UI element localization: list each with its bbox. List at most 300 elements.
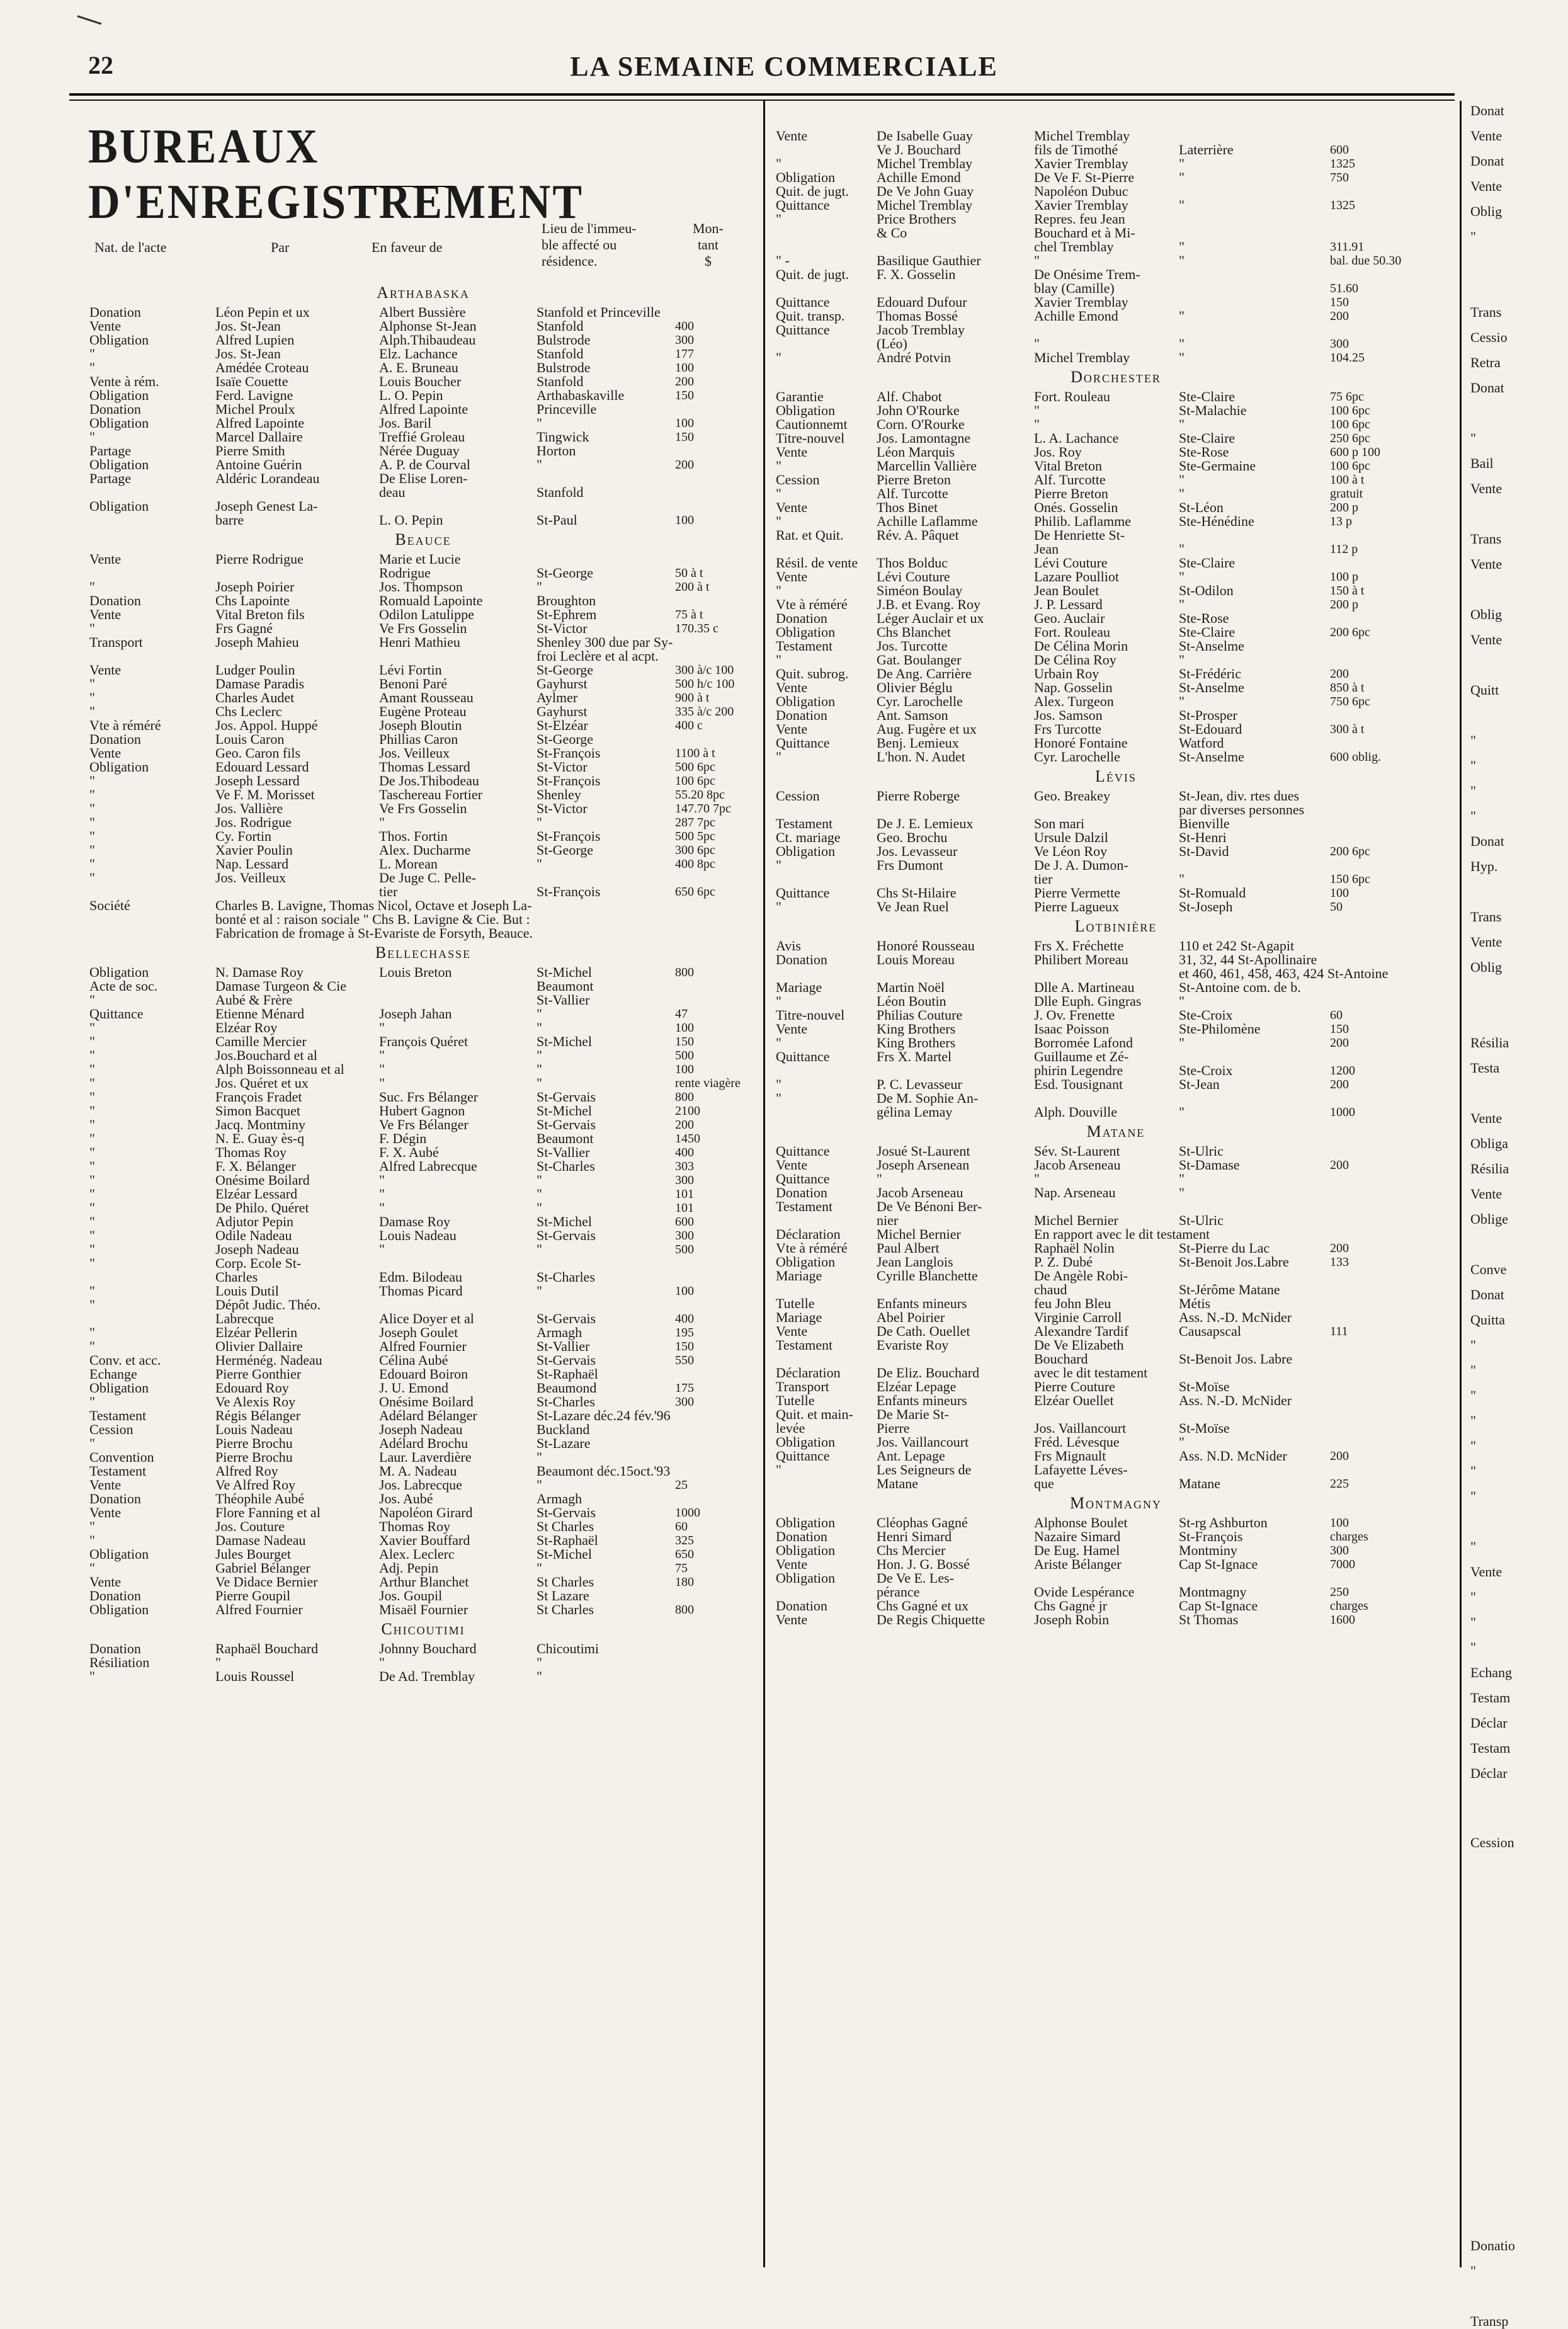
cell-lieu: St Thomas xyxy=(1179,1612,1239,1627)
cell-faveur: F. Dégin xyxy=(379,1130,427,1146)
cell-par: De M. Sophie An- xyxy=(877,1090,979,1106)
table-row xyxy=(776,1530,1456,1544)
table-row xyxy=(89,1423,757,1437)
cell-faveur: Jos. Samson xyxy=(1034,707,1103,723)
cell-lieu: St-George xyxy=(537,842,594,858)
cell-faveur: Hubert Gagnon xyxy=(379,1103,465,1119)
cell-montant: 195 xyxy=(675,1326,694,1340)
table-row xyxy=(776,1008,1456,1022)
table-row xyxy=(89,319,757,333)
cell-nature: " xyxy=(89,1532,95,1548)
cell-nature: " xyxy=(776,458,781,474)
table-row xyxy=(776,1144,1456,1158)
cell-faveur: Esd. Tousignant xyxy=(1034,1076,1123,1092)
cell-montant: 50 xyxy=(1330,900,1343,914)
cell-faveur: Marie et Lucie xyxy=(379,551,461,567)
cell-par: barre xyxy=(215,512,244,528)
cell-lieu: " xyxy=(537,1477,542,1493)
cell-lieu: Ass. N.D. McNider xyxy=(1179,1448,1287,1464)
table-row xyxy=(89,1243,757,1256)
cell-lieu: " xyxy=(537,1020,542,1035)
table-row xyxy=(776,515,1456,528)
table-row xyxy=(89,1159,757,1173)
cell-nature: Vente xyxy=(776,128,808,144)
cell-faveur: Dlle Euph. Gingras xyxy=(1034,993,1142,1009)
table-row xyxy=(776,185,1456,198)
cell-lieu: Matane xyxy=(1179,1476,1220,1491)
cell-par: F. X. Gosselin xyxy=(877,266,956,282)
cell-lieu: Bulstrode xyxy=(537,360,591,375)
table-row xyxy=(776,1186,1456,1200)
cell-par: Chs Mercier xyxy=(877,1542,946,1558)
fragment-text: Donat xyxy=(1470,380,1504,396)
cell-nature: Donation xyxy=(89,304,141,320)
cell-montant: 177 xyxy=(675,347,694,361)
cell-faveur: Pierre Lagueux xyxy=(1034,899,1119,914)
section-heading: Dorchester xyxy=(1071,368,1161,386)
cell-faveur: Joseph Bloutin xyxy=(379,717,462,733)
cell-montant: 100 xyxy=(675,1284,694,1298)
cell-montant: 250 6pc xyxy=(1330,431,1370,445)
cell-par: Ferd. Lavigne xyxy=(215,387,293,403)
cell-faveur: Alf. Turcotte xyxy=(1034,472,1106,487)
table-row xyxy=(89,1201,757,1215)
cell-faveur: De Henriette St- xyxy=(1034,527,1125,543)
table-row xyxy=(89,1284,757,1298)
cell-lieu: Ste-Croix xyxy=(1179,1007,1233,1023)
cell-montant: 100 6pc xyxy=(675,774,715,788)
cell-faveur: Chs Gagné jr xyxy=(1034,1598,1108,1614)
cell-montant: 400 xyxy=(675,1312,694,1326)
table-row xyxy=(89,1270,757,1284)
cell-nature: Vente xyxy=(89,1574,122,1590)
cell-faveur: Louis Boucher xyxy=(379,373,462,389)
cell-faveur: tier xyxy=(379,884,398,899)
cell-montant: 1200 xyxy=(1330,1064,1355,1078)
cell-lieu: St-Moïse xyxy=(1179,1420,1230,1436)
cell-par: Hon. J. G. Bossé xyxy=(877,1556,970,1572)
cell-par: De Ve Bénoni Ber- xyxy=(877,1199,982,1214)
cell-nature: " xyxy=(776,156,781,171)
cell-faveur: Sév. St-Laurent xyxy=(1034,1143,1120,1159)
fragment-text: " xyxy=(1470,1362,1476,1378)
cell-par: Régis Bélanger xyxy=(215,1408,301,1423)
cell-par: Damase Nadeau xyxy=(215,1532,306,1548)
cell-montant: 100 xyxy=(675,1062,694,1076)
cell-nature: Donation xyxy=(89,1641,141,1656)
cell-montant: 2100 xyxy=(675,1104,700,1118)
cell-par: Aubé & Frère xyxy=(215,992,293,1008)
cell-montant: 100 6pc xyxy=(1330,404,1370,418)
cell-faveur: Alph. Douville xyxy=(1034,1104,1117,1120)
table-row xyxy=(776,445,1456,459)
cell-par: Olivier Dallaire xyxy=(215,1338,303,1354)
fragment-text: Oblige xyxy=(1470,1211,1508,1227)
cell-faveur: Nazaire Simard xyxy=(1034,1529,1121,1544)
table-row xyxy=(89,333,757,347)
cell-nature: Testament xyxy=(776,1337,833,1353)
cell-nature: Obligation xyxy=(776,1542,836,1558)
cell-montant: 500 6pc xyxy=(675,760,715,774)
cell-nature: " xyxy=(89,1089,95,1105)
cell-lieu: Causapscal xyxy=(1179,1323,1241,1339)
cell-faveur: Romuald Lapointe xyxy=(379,593,483,608)
table-row xyxy=(776,323,1456,337)
cell-montant: 750 xyxy=(1330,171,1349,185)
cell-lieu: Aylmer xyxy=(537,690,578,705)
cell-lieu: St-Raphaël xyxy=(537,1366,598,1382)
cell-lieu: St-Michel xyxy=(537,1103,592,1119)
cell-par: De Eliz. Bouchard xyxy=(877,1365,980,1381)
cell-par: J.B. et Evang. Roy xyxy=(877,596,980,612)
cell-nature: Transport xyxy=(776,1379,829,1394)
cell-par: Ve Didace Bernier xyxy=(215,1574,318,1590)
cell-lieu: St-Charles xyxy=(537,1394,595,1409)
cell-par: L'hon. N. Audet xyxy=(877,749,965,765)
table-row xyxy=(89,1381,757,1395)
cell-par: Alf. Chabot xyxy=(877,389,942,404)
cell-par: De Ve John Guay xyxy=(877,183,974,199)
cell-par: Chs Lapointe xyxy=(215,593,290,608)
cell-lieu: St-Ulric xyxy=(1179,1143,1224,1159)
cell-lieu: St-Ephrem xyxy=(537,606,597,622)
cell-lieu: " xyxy=(1179,1104,1185,1120)
cell-montant: 335 à/c 200 xyxy=(675,705,734,719)
cell-faveur: que xyxy=(1034,1476,1054,1491)
cell-nature: Résil. de vente xyxy=(776,555,858,571)
fragment-text: Donat xyxy=(1470,153,1504,169)
cell-montant: 300 xyxy=(675,1395,694,1409)
cell-faveur: Frs Turcotte xyxy=(1034,721,1101,737)
cell-montant: 300 à t xyxy=(1330,722,1365,736)
cell-faveur: Adj. Pepin xyxy=(379,1560,439,1576)
table-row xyxy=(89,732,757,746)
cell-montant: 133 xyxy=(1330,1255,1349,1269)
cell-montant: 1000 xyxy=(1330,1105,1355,1119)
cell-lieu: Bulstrode xyxy=(537,332,591,348)
cell-faveur: Jos. Baril xyxy=(379,415,432,431)
cell-par: Louis Caron xyxy=(215,731,285,747)
cell-montant: 400 xyxy=(675,319,694,333)
cell-nature: Rat. et Quit. xyxy=(776,527,844,543)
cell-par: Michel Bernier xyxy=(877,1226,961,1242)
cell-lieu: " xyxy=(1179,239,1185,254)
cell-lieu: Stanfold xyxy=(537,373,584,389)
cell-lieu: " xyxy=(537,415,542,431)
cell-faveur: Honoré Fontaine xyxy=(1034,735,1128,751)
cell-par: Philias Couture xyxy=(877,1007,963,1023)
cell-faveur: L. O. Pepin xyxy=(379,512,443,528)
cell-nature: Titre-nouvel xyxy=(776,1007,845,1023)
cell-lieu: St-Gervais xyxy=(537,1117,596,1132)
cell-par: Frs Dumont xyxy=(877,857,943,873)
cell-nature: " xyxy=(89,1435,95,1451)
cell-montant: 400 xyxy=(675,1146,694,1159)
cell-montant: 200 xyxy=(675,458,694,472)
cell-par: Marcel Dallaire xyxy=(215,429,303,445)
cell-lieu: St-Pierre du Lac xyxy=(1179,1240,1270,1256)
cell-par: Basilique Gauthier xyxy=(877,253,981,268)
table-row xyxy=(776,695,1456,709)
cell-montant: 175 xyxy=(675,1381,694,1395)
fragment-text: Cession xyxy=(1470,1835,1514,1850)
table-row xyxy=(89,1256,757,1270)
cell-par: Dépôt Judic. Théo. xyxy=(215,1297,321,1313)
cell-par: Léger Auclair et ux xyxy=(877,610,984,626)
cell-par: N. Damase Roy xyxy=(215,964,304,980)
cell-nature: Quittance xyxy=(776,735,830,751)
cell-montant: 200 xyxy=(1330,1158,1349,1172)
cell-faveur: Jos. Vaillancourt xyxy=(1034,1420,1127,1436)
table-row xyxy=(89,1575,757,1589)
cell-par: Herménég. Nadeau xyxy=(215,1352,322,1368)
table-row xyxy=(89,361,757,375)
cell-montant: 800 xyxy=(675,1090,694,1104)
cell-par: Michel Tremblay xyxy=(877,156,973,171)
cell-par: Achille Laflamme xyxy=(877,513,978,529)
cell-montant: 500 xyxy=(675,1049,694,1062)
cell-nature: levée xyxy=(776,1420,805,1436)
cell-lieu: " xyxy=(1179,569,1185,584)
cell-nature: Testament xyxy=(89,1463,147,1479)
table-row xyxy=(776,981,1456,994)
cell-par: Pierre Brochu xyxy=(215,1435,293,1451)
fragment-text: Echang xyxy=(1470,1665,1512,1680)
cell-nature: Quit. de jugt. xyxy=(776,183,849,199)
cell-faveur: tier xyxy=(1034,871,1053,887)
table-row xyxy=(89,1007,757,1021)
table-row xyxy=(89,871,757,885)
table-row xyxy=(776,1435,1456,1449)
table-row xyxy=(89,913,757,926)
cell-nature: Ct. mariage xyxy=(776,829,841,845)
table-row xyxy=(776,1380,1456,1394)
cell-lieu: " xyxy=(1179,871,1185,887)
table-row xyxy=(776,803,1456,817)
table-row xyxy=(89,1670,757,1683)
cell-lieu: " xyxy=(537,1061,542,1077)
cell-lieu: Armagh xyxy=(537,1491,582,1506)
table-row xyxy=(89,885,757,899)
table-row xyxy=(776,1022,1456,1036)
cell-faveur: Damase Roy xyxy=(379,1214,451,1229)
table-row xyxy=(776,240,1456,254)
cell-faveur: De Onésime Trem- xyxy=(1034,266,1140,282)
cell-nature: Obligation xyxy=(776,1570,836,1586)
cell-nature: Vente xyxy=(776,569,808,584)
cell-par: Pierre Goupil xyxy=(215,1588,291,1603)
table-row xyxy=(776,1050,1456,1064)
cell-nature: Obligation xyxy=(89,415,149,431)
cell-lieu: " xyxy=(1179,1035,1185,1051)
cell-par: Chs Blanchet xyxy=(877,624,951,640)
cell-par: N. E. Guay ès-q xyxy=(215,1130,305,1146)
cell-nature: Conv. et acc. xyxy=(89,1352,161,1368)
cell-montant: 75 xyxy=(675,1561,688,1575)
cell-lieu: St-Vallier xyxy=(537,1144,590,1160)
cell-faveur: Nérée Duguay xyxy=(379,443,460,458)
cell-faveur: Phillias Caron xyxy=(379,731,458,747)
cell-montant: 800 xyxy=(675,965,694,979)
cell-lieu: Ste-Claire xyxy=(1179,555,1236,571)
cell-faveur: Thomas Picard xyxy=(379,1283,463,1299)
cell-nature: Partage xyxy=(89,443,131,458)
cell-nature: Obligation xyxy=(776,1515,836,1530)
cell-faveur: " xyxy=(379,1075,385,1091)
cell-nature: " xyxy=(89,676,95,692)
cell-nature: Quittance xyxy=(776,1448,830,1464)
cell-nature: " xyxy=(89,1186,95,1202)
cell-faveur: Vital Breton xyxy=(1034,458,1103,474)
table-row xyxy=(776,212,1456,226)
table-row xyxy=(776,1078,1456,1091)
cell-faveur: Alfred Lapointe xyxy=(379,401,469,417)
table-row xyxy=(776,501,1456,515)
cell-nature: Obligation xyxy=(776,1434,836,1450)
cell-faveur: " xyxy=(1034,253,1040,268)
cell-nature: Vte à réméré xyxy=(89,717,161,733)
cell-faveur: " xyxy=(379,1061,385,1077)
cell-par: Jos. Levasseur xyxy=(877,843,958,859)
cell-nature: Testament xyxy=(89,1408,147,1423)
cell-lieu: St-François xyxy=(1179,1529,1243,1544)
table-row xyxy=(776,1366,1456,1380)
cell-faveur: Thomas Lessard xyxy=(379,759,470,775)
cell-lieu: Ste-Croix xyxy=(1179,1062,1233,1078)
cell-nature: " - xyxy=(776,253,790,268)
table-row xyxy=(776,1599,1456,1613)
cell-faveur: Michel Bernier xyxy=(1034,1212,1118,1228)
cell-nature: Partage xyxy=(89,470,131,486)
table-row xyxy=(89,677,757,691)
cell-nature: Donation xyxy=(89,731,141,747)
cell-lieu: St-Joseph xyxy=(1179,899,1233,914)
cell-nature: " xyxy=(89,1241,95,1257)
table-row xyxy=(89,1534,757,1547)
cell-par: Thomas Roy xyxy=(215,1144,287,1160)
table-row xyxy=(89,1146,757,1159)
table-row xyxy=(89,746,757,760)
cell-lieu: " xyxy=(537,1186,542,1202)
cell-nature: Vente xyxy=(776,1612,808,1627)
cell-faveur: Alphonse St-Jean xyxy=(379,318,477,334)
cell-faveur: Urbain Roy xyxy=(1034,666,1099,681)
cell-par: Henri Simard xyxy=(877,1529,952,1544)
cell-faveur: Lafayette Léves- xyxy=(1034,1462,1128,1478)
table-row xyxy=(89,472,757,486)
cell-faveur: Amant Rousseau xyxy=(379,690,474,705)
cell-montant: 311.91 xyxy=(1330,240,1365,254)
cell-par: Thomas Bossé xyxy=(877,308,958,324)
cell-par: bonté et al : raison sociale " Chs B. Lavigne & Cie. But : xyxy=(215,911,530,927)
table-row xyxy=(776,1091,1456,1105)
cell-par: Joseph Nadeau xyxy=(215,1241,299,1257)
fragment-text: Cessio xyxy=(1470,329,1508,345)
table-row xyxy=(89,389,757,402)
cell-nature: Mariage xyxy=(776,1268,822,1284)
cell-par: Odile Nadeau xyxy=(215,1227,292,1243)
fragment-text: Trans xyxy=(1470,304,1502,320)
cell-par: Matane xyxy=(877,1476,918,1491)
fragment-text: Résilia xyxy=(1470,1161,1509,1176)
cell-par: Aldéric Lorandeau xyxy=(215,470,320,486)
cell-par: King Brothers xyxy=(877,1035,956,1051)
table-row xyxy=(776,1214,1456,1227)
cell-lieu: Ste-Hénédine xyxy=(1179,513,1254,529)
cell-faveur: Rodrigue xyxy=(379,565,431,581)
cell-faveur: A. E. Bruneau xyxy=(379,360,458,375)
cell-lieu: St-Vallier xyxy=(537,992,590,1008)
cell-par: F. X. Bélanger xyxy=(215,1158,296,1174)
cell-nature: Cautionnemt xyxy=(776,416,848,432)
cell-faveur: " xyxy=(1034,416,1040,432)
section-heading: Bellechasse xyxy=(375,943,472,962)
cell-par: Olivier Béglu xyxy=(877,680,953,695)
cell-montant: 100 xyxy=(675,416,694,430)
cell-faveur: Alph.Thibaudeau xyxy=(379,332,476,348)
header-faveur: En faveur de xyxy=(372,239,443,255)
cell-nature: " xyxy=(89,1130,95,1146)
cell-faveur: Johnny Bouchard xyxy=(379,1641,477,1656)
cell-faveur: Albert Bussière xyxy=(379,304,466,320)
table-row xyxy=(89,979,757,993)
cell-montant: 100 xyxy=(675,361,694,375)
fragment-text: Vente xyxy=(1470,1186,1503,1202)
cell-lieu: Stanfold xyxy=(537,484,584,500)
cell-lieu: Ste-Rose xyxy=(1179,444,1229,460)
cell-lieu: " xyxy=(537,1449,542,1465)
cell-lieu: St-François xyxy=(537,745,601,761)
cell-montant: 800 xyxy=(675,1603,694,1617)
fragment-text: " xyxy=(1470,1413,1476,1428)
cell-lieu: St-Lazare xyxy=(537,1435,591,1451)
cell-faveur: M. A. Nadeau xyxy=(379,1463,457,1479)
cell-montant: 25 xyxy=(675,1478,688,1492)
cell-nature: Cession xyxy=(776,788,820,804)
cell-lieu: Broughton xyxy=(537,593,596,608)
cell-par: & Co xyxy=(877,225,907,241)
table-row xyxy=(776,542,1456,556)
cell-faveur: De Ad. Tremblay xyxy=(379,1668,475,1684)
section-heading: Lotbinière xyxy=(1074,917,1157,935)
cell-nature: Vente xyxy=(89,1477,122,1493)
cell-par: Ant. Samson xyxy=(877,707,948,723)
table-row xyxy=(89,1464,757,1478)
cell-faveur: " xyxy=(379,814,385,830)
cell-nature: " xyxy=(89,1283,95,1299)
cell-lieu: Stanfold xyxy=(537,346,584,362)
cell-lieu: St-rg Ashburton xyxy=(1179,1515,1268,1530)
cell-nature: Donation xyxy=(776,952,827,967)
cell-nature: " xyxy=(89,828,95,844)
cell-montant: 300 xyxy=(675,333,694,347)
cell-lieu: St-Vallier xyxy=(537,1338,590,1354)
cell-nature: " xyxy=(89,1034,95,1049)
cell-nature: Quit. subrog. xyxy=(776,666,849,681)
cell-lieu: Gayhurst xyxy=(537,676,588,692)
cell-par: Ve J. Bouchard xyxy=(877,142,961,157)
cell-faveur: Lévi Couture xyxy=(1034,555,1108,571)
cell-par: Paul Albert xyxy=(877,1240,940,1256)
cell-par: Michel Tremblay xyxy=(877,197,973,213)
cell-nature: " xyxy=(89,1200,95,1216)
cell-lieu: St-François xyxy=(537,828,601,844)
cell-nature: Obligation xyxy=(89,387,149,403)
cell-par: Jos. Turcotte xyxy=(877,638,948,654)
cell-faveur: Geo. Breakey xyxy=(1034,788,1110,804)
cell-par: Ludger Poulin xyxy=(215,662,295,678)
cell-par: Pierre Rodrigue xyxy=(215,551,304,567)
